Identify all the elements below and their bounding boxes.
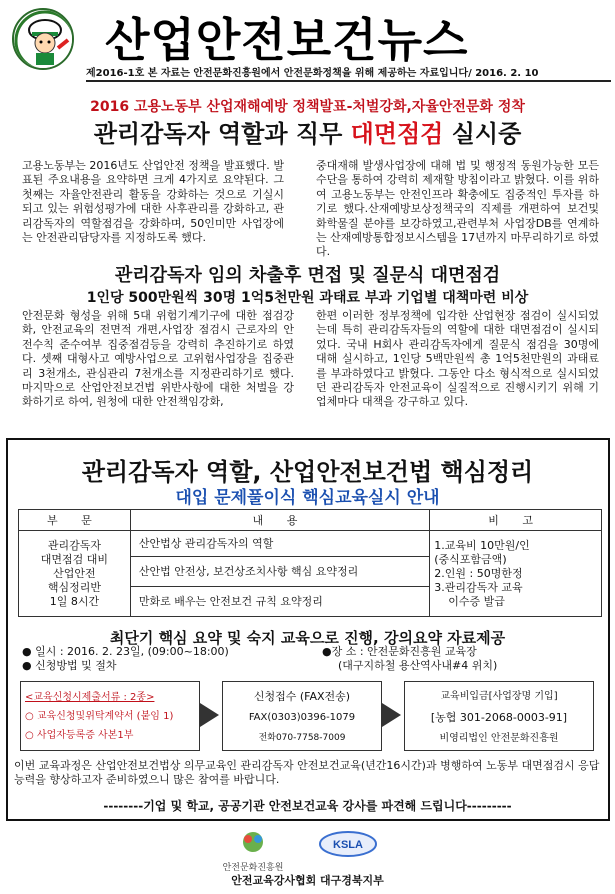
bottom-caption: 안전교육강사협회 대구경북지부 (231, 874, 384, 887)
ksla-logo (293, 828, 403, 868)
lead-headline (0, 114, 615, 149)
place-detail-text: (대구지하철 용산역사내#4 위치) (338, 659, 498, 672)
section2-subtitle: 1인당 500만원씩 30명 1억5천만원 과태료 부과 기업별 대책마련 비상 (86, 290, 529, 306)
headline-red: 대면점검 (350, 120, 444, 148)
issue-subtitle: 제2016-1호 본 자료는 안전문화진흥원에서 안전문화정책을 위해 제공하는 자료입니다/ 2016. 2. 10 (86, 66, 611, 82)
procedure-text: ● 신청방법 및 절차 (22, 659, 117, 672)
ksla-text: KSLA (333, 839, 363, 851)
notes-cell: 1.교육비 10만원/인 (중식포함금액) 2.인원 : 50명한정 3.관리감독자 교육 이수증 발급 (430, 531, 602, 617)
article2-right: 한편 이러한 정부정책에 입각한 산업현장 점검이 실시되었는데 특히 관리감독자들의 역할에 대한 대면점검이 실시되었다. 국내 H회사 관리감독자에게 질문식 점검을 30명에 대해 실시하고, 1인당 5백만원씩 총 1억5천만원의 과태료를 부과하였다고 밝혔다. 그동안 다소 형식적으로 실시되었던 관리감독자 안전교육이 실질적으로 진행시키기 위해 기업체마다 대책을 강구하고 있다. (316, 309, 599, 409)
header-category: 부 문 (19, 510, 131, 531)
headline-part1: 관리감독자 역할과 직무 (93, 120, 351, 148)
safety-culture-logo-icon (218, 828, 288, 856)
footer-text: 이번 교육과정은 산업안전보건법상 의무교육인 관리감독자 안전보건교육(년간16시간)과 병행하여 노동부 대면점검시 응답능력을 향상하고자 준비하였으니 많은 참여를 바랍니다. (14, 759, 600, 786)
content-item-3: 만화로 배우는 안전보건 규칙 요약정리 (130, 587, 429, 617)
article2-left: 안전문화 형성을 위해 5대 위험기계기구에 대한 점검강화, 안전교육의 전면적 개편,사업장 점검시 근로자의 안전수칙 준수여부 집중점검등을 강력히 추진하기로 하였다. 셋째 대형사고 예방사업으로 고위험사업장을 집중관리 3천개소, 관심관리 7천개소를 지정관리하기로 했다. 마지막으로 산업안전보건법 위반사항에 대한 처벌을 강화하기로 하여, 원청에 대한 안전책임강화, (22, 309, 294, 409)
page-title: 산업안전보건뉴스 (105, 13, 469, 67)
course-title: 관리감독자 역할, 산업안전보건법 핵심정리 (81, 458, 534, 486)
arrow-right-icon-2 (382, 703, 401, 727)
header-content: 내 용 (130, 510, 429, 531)
safety-culture-logo: 안전문화진흥원 (218, 828, 288, 868)
article1-left: 고용노동부는 2016년도 산업안전 정책을 발표했다. 발표된 주요내용을 요약하면 크게 4가지로 요약된다. 그 첫째는 자율안전관리 활동을 강화하는 것으로 기실시 되고 있는 위험성평가에 대한 사후관리를 강화하고, 관리감독자의 역할점검을 강화하며, 50인미만 사업장에는 안전관리담당자를 지정하도록 했다. (22, 159, 284, 245)
category-cell: 관리감독자 대면점검 대비 산업안전 핵심정리반 1일 8시간 (19, 531, 131, 617)
header-notes: 비 고 (430, 510, 602, 531)
mascot-logo-icon (12, 8, 74, 70)
headline-part2: 실시중 (443, 120, 522, 148)
place-text: ●장 소 : 안전문화진흥원 교육장 (322, 645, 477, 658)
article1-right: 중대재해 발생사업장에 대해 법 및 행정적 동원가능한 모든 수단을 통하여 강력히 제재할 방침이라고 밝혔다. 이를 위하여 고용노동부는 안전인프라 확충에도 집중적인 투자를 하기로 했다.산재예방보상정책국의 직제를 개편하여 보건및 화학물질 분야를 보강하였고,관련부처 사업장DB를 연계하는 산재예방통합정보시스템을 17년까지 마무리하기로 하였다. (316, 159, 600, 259)
application-box: 신청접수 (FAX전송) FAX(0303)0396-1079 전화070-7758-7009 (222, 681, 382, 751)
payment-box: 교육비입금[사업장명 기입] [농협 301-2068-0003-91] 비영리법인 안전문화진흥원 (404, 681, 594, 751)
content-item-2: 산안법 안전상, 보건상조치사항 핵심 요약정리 (130, 557, 429, 587)
course-note-title: 최단기 핵심 요약 및 숙지 교육으로 진행, 강의요약 자료제공 (109, 629, 506, 647)
curriculum-table (18, 509, 602, 617)
schedule-text: ● 일시 : 2016. 2. 23일, (09:00~18:00) (22, 645, 229, 658)
content-item-1: 산안법상 관리감독자의 역할 (130, 531, 429, 557)
dispatch-line: --------기업 및 학교, 공공기관 안전보건교육 강사를 파견해 드립니다--------- (103, 799, 512, 813)
arrow-right-icon (200, 703, 219, 727)
header (0, 0, 615, 92)
section2-title: 관리감독자 임의 차출후 면접 및 질문식 대면점검 (114, 265, 501, 286)
lead-kicker: 2016 고용노동부 산업재해예방 정책발표-처벌강화,자율안전문화 정착 (90, 99, 525, 115)
course-subtitle: 대입 문제풀이식 핵심교육실시 안내 (175, 488, 440, 508)
required-docs-box: <교육신청시제출서류 : 2종> ○ 교육신청및위탁계약서 (붙임 1) ○ 사업자등록증 사본1부 (20, 681, 200, 751)
ksla-logo-icon (293, 828, 403, 868)
